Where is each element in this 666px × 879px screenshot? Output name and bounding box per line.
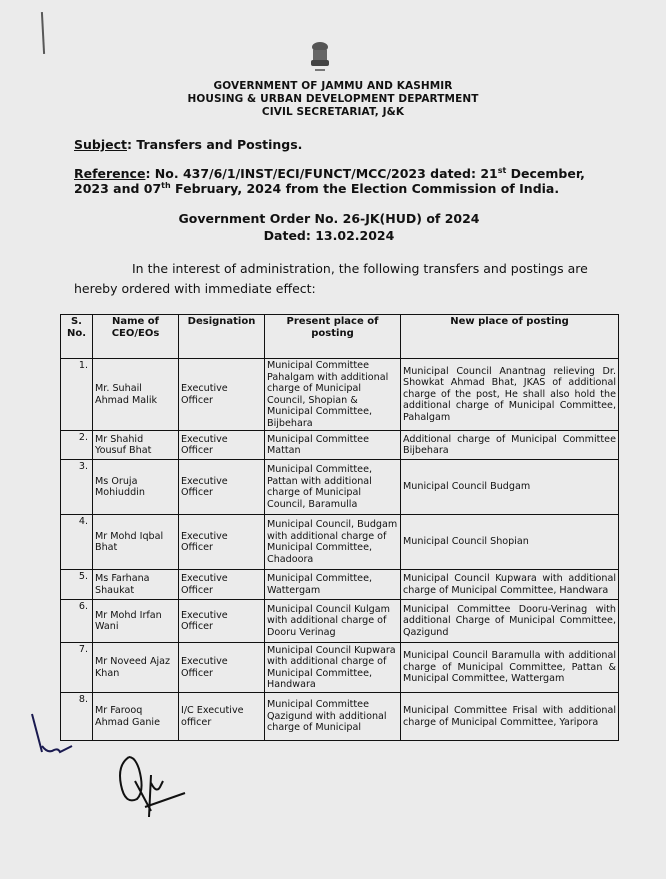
cell-designation: Executive Officer [179, 359, 265, 431]
cell-present: Municipal Committee Pahalgam with additional charge of Municipal Council, Shopian & Municipal Committee, Bijbehara [265, 359, 401, 431]
cell-new: Municipal Council Kupwara with additional charge of Municipal Committee, Handwara [401, 570, 619, 600]
reference-sup1: st [497, 165, 507, 175]
cell-name: Ms Farhana Shaukat [93, 570, 179, 600]
cell-new: Municipal Council Baramulla with additional charge of Municipal Committee, Pattan & Municipal Committee, Wattergam [401, 643, 619, 693]
cell-name: Ms Oruja Mohiuddin [93, 460, 179, 515]
cell-present: Municipal Committee Mattan [265, 431, 401, 460]
header-secretariat: CIVIL SECRETARIAT, J&K [261, 106, 405, 118]
cell-designation: Executive Officer [179, 515, 265, 570]
reference-part1: : No. 437/6/1/INST/ECI/FUNCT/MCC/2023 dated: 21 [145, 166, 498, 181]
table-row [61, 643, 619, 693]
reference-sup2: th [161, 180, 171, 190]
cell-present: Municipal Committee Qazigund with additional charge of Municipal [265, 693, 401, 741]
cell-sno: 6. [61, 600, 93, 643]
table-header-row [61, 315, 619, 359]
cell-new: Municipal Council Shopian [401, 515, 619, 570]
cell-designation: Executive Officer [179, 643, 265, 693]
cell-sno: 4. [61, 515, 93, 570]
subject-text: : Transfers and Postings. [127, 137, 303, 152]
order-number: Government Order No. 26-JK(HUD) of 2024 [178, 211, 480, 226]
subject-line [74, 137, 302, 152]
cell-name: Mr Mohd Irfan Wani [93, 600, 179, 643]
subject-label: Subject [74, 137, 127, 152]
header-sno: S. No. [61, 315, 93, 359]
reference-line [74, 166, 614, 196]
reference-part2: December, 2023 and 07 [74, 166, 585, 196]
cell-new: Municipal Council Anantnag relieving Dr. Showkat Ahmad Bhat, JKAS of additional charge of the post, He shall also hold the additional charge of Municipal Committee, Pahalgam [401, 359, 619, 431]
reference-part3: February, 2024 from the Election Commission of India. [170, 181, 560, 196]
cell-name: Mr. Suhail Ahmad Malik [93, 359, 179, 431]
national-emblem-icon [305, 40, 335, 76]
cell-new: Additional charge of Municipal Committee Bijbehara [401, 431, 619, 460]
cell-designation: I/C Executive officer [179, 693, 265, 741]
cell-sno: 3. [61, 460, 93, 515]
cell-sno: 8. [61, 693, 93, 741]
cell-sno: 2. [61, 431, 93, 460]
cell-designation: Executive Officer [179, 570, 265, 600]
table-row [61, 460, 619, 515]
cell-name: Mr Farooq Ahmad Ganie [93, 693, 179, 741]
cell-sno: 7. [61, 643, 93, 693]
cell-present: Municipal Committee, Pattan with additional charge of Municipal Council, Baramulla [265, 460, 401, 515]
handwritten-signature [115, 755, 195, 825]
table-row [61, 515, 619, 570]
transfers-table [60, 314, 619, 741]
handwritten-initials [28, 712, 78, 762]
cell-sno: 5. [61, 570, 93, 600]
intro-paragraph [74, 259, 614, 299]
cell-present: Municipal Council Kupwara with additional charge of Municipal Committee, Handwara [265, 643, 401, 693]
cell-name: Mr Noveed Ajaz Khan [93, 643, 179, 693]
table-row [61, 570, 619, 600]
reference-label: Reference [74, 166, 146, 181]
header-present: Present place of posting [265, 315, 401, 359]
cell-present: Municipal Committee, Wattergam [265, 570, 401, 600]
header-name: Name of CEO/EOs [93, 315, 179, 359]
cell-new: Municipal Council Budgam [401, 460, 619, 515]
cell-designation: Executive Officer [179, 460, 265, 515]
table-row [61, 600, 619, 643]
table-row [61, 693, 619, 741]
intro-text: In the interest of administration, the following transfers and postings are hereby ordered with immediate effect: [74, 261, 588, 296]
cell-name: Mr Shahid Yousuf Bhat [93, 431, 179, 460]
header-new: New place of posting [401, 315, 619, 359]
cell-present: Municipal Council, Budgam with additional charge of Municipal Committee, Chadoora [265, 515, 401, 570]
header-department: HOUSING & URBAN DEVELOPMENT DEPARTMENT [187, 93, 479, 105]
cell-new: Municipal Committee Frisal with additional charge of Municipal Committee, Yaripora [401, 693, 619, 741]
header-designation: Designation [179, 315, 265, 359]
order-date: Dated: 13.02.2024 [263, 228, 395, 243]
table-row [61, 431, 619, 460]
cell-sno: 1. [61, 359, 93, 431]
cell-present: Municipal Council Kulgam with additional charge of Dooru Verinag [265, 600, 401, 643]
cell-designation: Executive Officer [179, 600, 265, 643]
cell-new: Municipal Committee Dooru-Verinag with additional Charge of Municipal Committee, Qazigund [401, 600, 619, 643]
cell-designation: Executive Officer [179, 431, 265, 460]
header-government: GOVERNMENT OF JAMMU AND KASHMIR [213, 80, 453, 92]
cell-name: Mr Mohd Iqbal Bhat [93, 515, 179, 570]
margin-pen-mark [41, 12, 45, 54]
table-row [61, 359, 619, 431]
